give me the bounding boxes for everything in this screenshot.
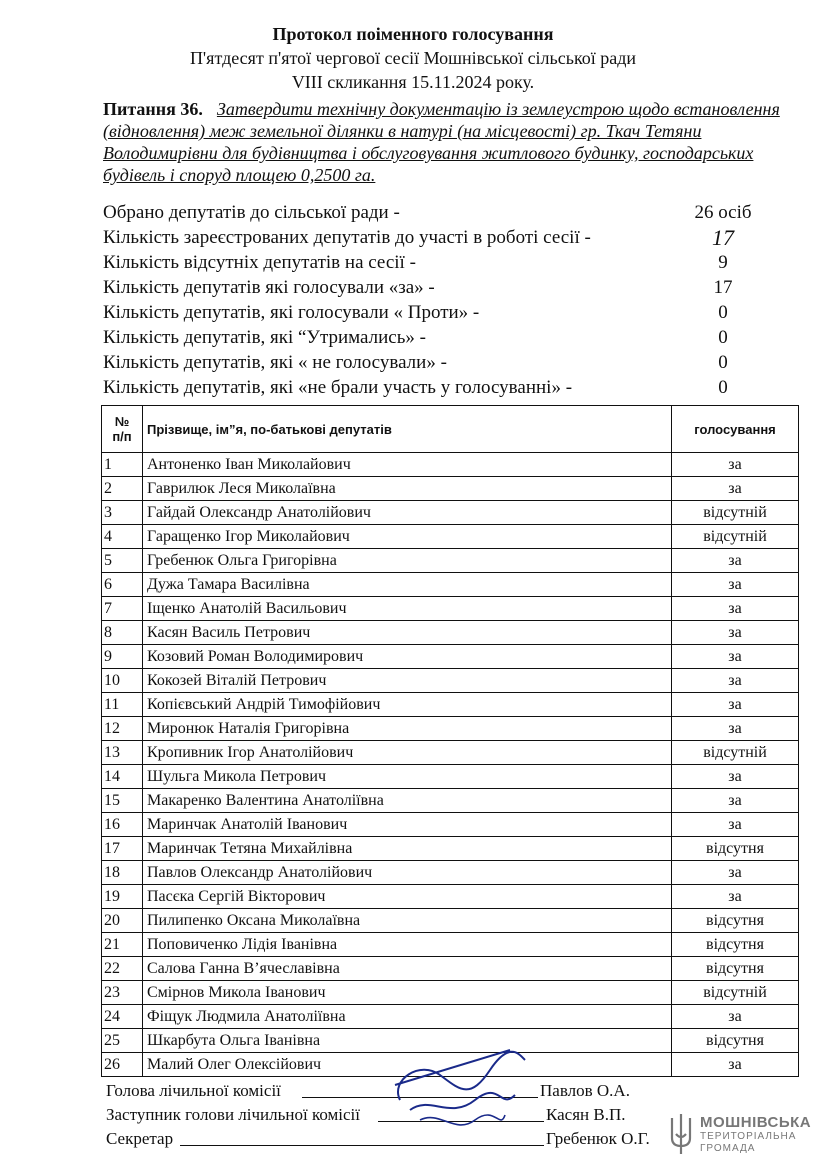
deputy-name: Гаращенко Ігор Миколайович	[143, 525, 672, 549]
deputy-name: Макаренко Валентина Анатоліївна	[143, 789, 672, 813]
vote-result: відсутній	[672, 741, 799, 765]
vote-result: за	[672, 765, 799, 789]
header-vote: голосування	[672, 406, 799, 453]
vote-result: за	[672, 1053, 799, 1077]
table-header-row	[102, 406, 799, 453]
deputy-name: Кокозей Віталій Петрович	[143, 669, 672, 693]
vote-result: за	[672, 645, 799, 669]
header-number: № п/п	[102, 406, 143, 453]
table-row	[102, 453, 799, 477]
document-header	[0, 22, 826, 94]
stat-row	[103, 250, 763, 275]
signature-name: Гребенюк О.Г.	[546, 1129, 650, 1148]
row-number: 4	[102, 525, 143, 549]
vote-result: за	[672, 813, 799, 837]
logo-text	[700, 1114, 811, 1155]
community-logo	[668, 1112, 818, 1162]
stat-label: Обрано депутатів до сільської ради -	[103, 202, 400, 223]
stat-row	[103, 200, 763, 225]
stat-value: 0	[718, 302, 728, 323]
table-row	[102, 909, 799, 933]
row-number: 13	[102, 741, 143, 765]
stat-value: 17	[712, 225, 734, 250]
row-number: 17	[102, 837, 143, 861]
stat-label: Кількість депутатів, які “Утримались» -	[103, 327, 426, 348]
vote-result: за	[672, 669, 799, 693]
table-row	[102, 717, 799, 741]
question-text: Затвердити технічну документацію із землеустрою щодо встановлення (відновлення) меж земельної ділянки в натурі (на місцевості) гр. Ткач Тетяни Володимирівни для будівництва і обслуговування житлового будинку, господарських будівель і споруд площею 0,2500 га.	[103, 99, 780, 185]
row-number: 16	[102, 813, 143, 837]
table-row	[102, 525, 799, 549]
vote-result: за	[672, 861, 799, 885]
table-row	[102, 813, 799, 837]
table-row	[102, 1005, 799, 1029]
table-row	[102, 621, 799, 645]
table-row	[102, 981, 799, 1005]
stat-row	[103, 375, 763, 400]
row-number: 24	[102, 1005, 143, 1029]
deputy-name: Шкарбута Ольга Іванівна	[143, 1029, 672, 1053]
row-number: 8	[102, 621, 143, 645]
row-number: 20	[102, 909, 143, 933]
vote-result: за	[672, 549, 799, 573]
signature-label: Секретар	[106, 1129, 174, 1148]
row-number: 25	[102, 1029, 143, 1053]
logo-line-3: ГРОМАДА	[700, 1143, 756, 1154]
row-number: 23	[102, 981, 143, 1005]
deputy-name: Козовий Роман Володимирович	[143, 645, 672, 669]
stat-label: Кількість депутатів, які « не голосували» -	[103, 352, 447, 373]
row-number: 7	[102, 597, 143, 621]
vote-result: за	[672, 453, 799, 477]
stat-label: Кількість депутатів, які «не брали участь у голосуванні» -	[103, 377, 573, 398]
signature-label: Заступник голови лічильної комісії	[106, 1105, 361, 1124]
deputy-name: Миронюк Наталія Григорівна	[143, 717, 672, 741]
table-row	[102, 501, 799, 525]
stat-value: 0	[718, 377, 728, 398]
table-row	[102, 597, 799, 621]
deputy-name: Салова Ганна В’ячеславівна	[143, 957, 672, 981]
row-number: 9	[102, 645, 143, 669]
vote-table	[101, 405, 799, 1077]
deputy-name: Маринчак Тетяна Михайлівна	[143, 837, 672, 861]
stat-value: 0	[718, 352, 728, 373]
stat-label: Кількість депутатів, які голосували « Проти» -	[103, 302, 480, 323]
deputy-name: Кропивник Ігор Анатолійович	[143, 741, 672, 765]
handwritten-signature	[380, 1040, 530, 1150]
deputy-name: Гайдай Олександр Анатолійович	[143, 501, 672, 525]
vote-result: відсутній	[672, 981, 799, 1005]
vote-result: за	[672, 693, 799, 717]
deputy-name: Поповиченко Лідія Іванівна	[143, 933, 672, 957]
deputy-name: Смірнов Микола Іванович	[143, 981, 672, 1005]
document-title: Протокол поіменного голосування	[272, 24, 554, 44]
table-row	[102, 765, 799, 789]
session-line: П'ятдесят п'ятої чергової сесії Мошнівської сільської ради	[189, 48, 637, 68]
stat-label: Кількість зареєстрованих депутатів до участі в роботі сесії -	[103, 227, 591, 248]
stat-row	[103, 300, 763, 325]
table-row	[102, 477, 799, 501]
row-number: 6	[102, 573, 143, 597]
table-row	[102, 861, 799, 885]
row-number: 2	[102, 477, 143, 501]
table-row	[102, 933, 799, 957]
question-number: Питання 36.	[103, 99, 203, 119]
table-row	[102, 957, 799, 981]
deputy-name: Гребенюк Ольга Григорівна	[143, 549, 672, 573]
stat-row	[103, 325, 763, 350]
row-number: 5	[102, 549, 143, 573]
stat-row	[103, 350, 763, 375]
logo-line-1: МОШНІВСЬКА	[700, 1114, 812, 1131]
stat-value: 26 осіб	[694, 202, 752, 223]
table-row	[102, 741, 799, 765]
deputy-name: Пилипенко Оксана Миколаївна	[143, 909, 672, 933]
row-number: 1	[102, 453, 143, 477]
vote-result: за	[672, 717, 799, 741]
table-row	[102, 837, 799, 861]
deputy-name: Маринчак Анатолій Іванович	[143, 813, 672, 837]
vote-result: відсутній	[672, 525, 799, 549]
table-row	[102, 885, 799, 909]
row-number: 10	[102, 669, 143, 693]
vote-result: за	[672, 621, 799, 645]
deputy-name: Пасєка Сергій Вікторович	[143, 885, 672, 909]
stat-value: 9	[718, 252, 728, 273]
deputy-name: Касян Василь Петрович	[143, 621, 672, 645]
row-number: 14	[102, 765, 143, 789]
row-number: 19	[102, 885, 143, 909]
vote-result: за	[672, 1005, 799, 1029]
vote-result: відсутня	[672, 837, 799, 861]
deputy-name: Копієвський Андрій Тимофійович	[143, 693, 672, 717]
question-block	[103, 98, 783, 186]
table-row	[102, 693, 799, 717]
row-number: 22	[102, 957, 143, 981]
table-row	[102, 645, 799, 669]
stat-label: Кількість відсутніх депутатів на сесії -	[103, 252, 416, 273]
deputy-name: Малий Олег Олексійович	[143, 1053, 672, 1077]
logo-line-2: ТЕРИТОРІАЛЬНА	[700, 1131, 797, 1142]
vote-result: за	[672, 573, 799, 597]
deputy-name: Фіщук Людмила Анатоліївна	[143, 1005, 672, 1029]
vote-result: відсутня	[672, 933, 799, 957]
row-number: 26	[102, 1053, 143, 1077]
row-number: 11	[102, 693, 143, 717]
stat-value: 0	[718, 327, 728, 348]
vote-statistics	[103, 200, 763, 400]
table-row	[102, 573, 799, 597]
row-number: 15	[102, 789, 143, 813]
table-row	[102, 549, 799, 573]
stat-label: Кількість депутатів які голосували «за» -	[103, 277, 435, 298]
vote-result: за	[672, 477, 799, 501]
row-number: 3	[102, 501, 143, 525]
vote-result: відсутня	[672, 1029, 799, 1053]
vote-result: відсутня	[672, 957, 799, 981]
row-number: 18	[102, 861, 143, 885]
row-number: 12	[102, 717, 143, 741]
stat-row	[103, 225, 763, 250]
deputy-name: Шульга Микола Петрович	[143, 765, 672, 789]
stat-row	[103, 275, 763, 300]
row-number: 21	[102, 933, 143, 957]
table-row	[102, 789, 799, 813]
signature-name: Павлов О.А.	[540, 1081, 630, 1100]
deputy-name: Дужа Тамара Василівна	[143, 573, 672, 597]
vote-result: відсутній	[672, 501, 799, 525]
vote-result: за	[672, 789, 799, 813]
header-name: Прізвище, ім”я, по-батькові депутатів	[143, 406, 672, 453]
convocation-line: VIII скликання 15.11.2024 року.	[291, 72, 535, 92]
vote-result: відсутня	[672, 909, 799, 933]
vote-result: за	[672, 597, 799, 621]
deputy-name: Павлов Олександр Анатолійович	[143, 861, 672, 885]
signature-name: Касян В.П.	[546, 1105, 626, 1124]
trident-icon	[668, 1112, 694, 1156]
deputy-name: Гаврилюк Леся Миколаївна	[143, 477, 672, 501]
stat-value: 17	[713, 277, 733, 298]
deputy-name: Антоненко Іван Миколайович	[143, 453, 672, 477]
table-row	[102, 669, 799, 693]
vote-result: за	[672, 885, 799, 909]
signature-label: Голова лічильної комісії	[106, 1081, 281, 1100]
deputy-name: Іщенко Анатолій Васильович	[143, 597, 672, 621]
